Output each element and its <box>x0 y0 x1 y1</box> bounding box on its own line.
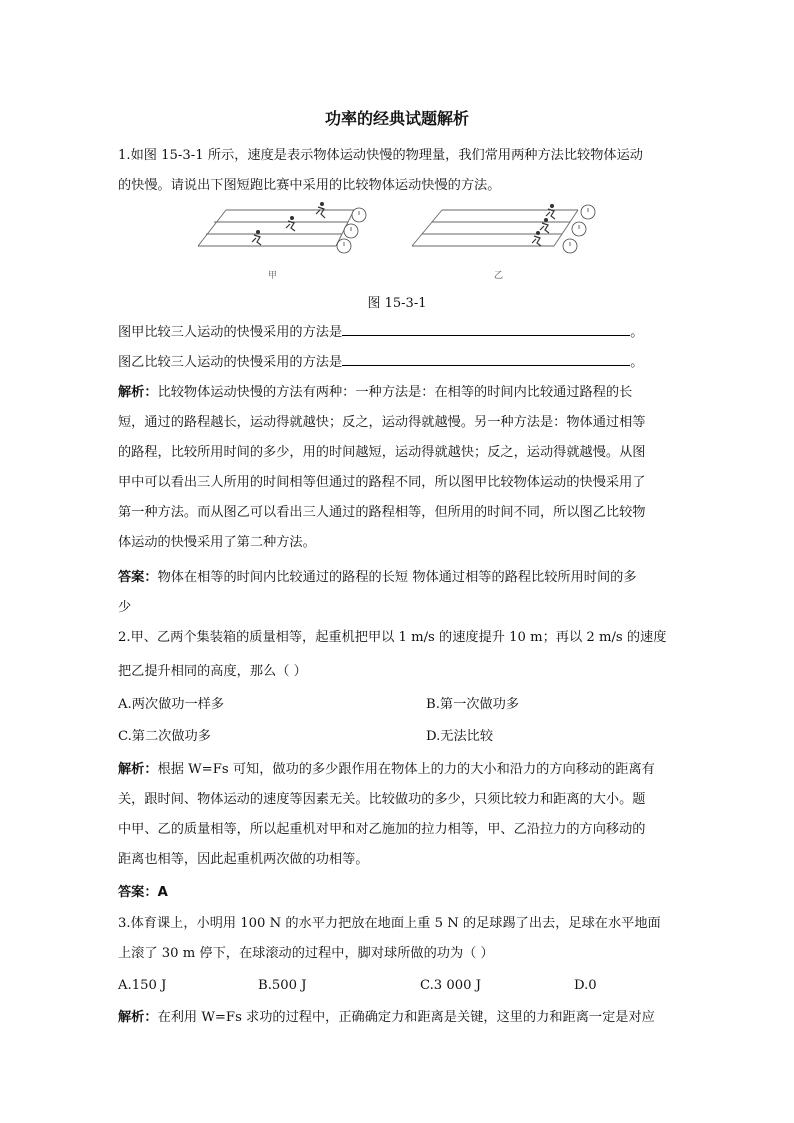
track-left <box>198 210 354 246</box>
document-title: 功率的经典试题解析 <box>324 109 469 128</box>
q2-analysis-line-1: 解析：根据 W=Fs 可知，做功的多少跟作用在物体上的力的大小和沿力的方向移动的距离有 <box>118 762 655 777</box>
q2-analysis-line-2: 关，跟时间、物体运动的速度等因素无关。比较做功的多少，只须比较力和距离的大小。题 <box>118 792 646 807</box>
runner-icon <box>252 202 325 245</box>
q1-analysis-line-3: 的路程，比较所用时间的多少，用的时间越短，运动得就越快；反之，运动得就越慢。从图 <box>118 445 646 460</box>
q3-option-b[interactable]: B.500 J <box>258 978 307 993</box>
q2-option-b[interactable]: B.第一次做功多 <box>426 697 520 712</box>
q1-race-figure <box>196 198 606 288</box>
stopwatch-icon <box>563 205 595 253</box>
answer-blank-1[interactable] <box>342 323 630 336</box>
q1-answer-line-1: 答案：物体在相等的时间内比较通过的路程的长短 物体通过相等的路程比较所用时间的多 <box>118 570 637 585</box>
q3-option-d[interactable]: D.0 <box>574 978 597 993</box>
q1-analysis-line-1: 解析：比较物体运动快慢的方法有两种：一种方法是：在相等的时间内比较通过路程的长 <box>118 385 633 400</box>
q2-analysis-line-3: 中甲、乙的质量相等，所以起重机对甲和对乙施加的拉力相等，甲、乙沿拉力的方向移动的 <box>118 822 646 837</box>
q2-stem-line-2: 把乙提升相同的高度，那么（ ） <box>118 664 307 679</box>
q1-analysis-line-5: 第一种方法。而从图乙可以看出三人通过的路程相等，但所用的时间不同，所以图乙比较物 <box>118 505 646 520</box>
q1-analysis-line-6: 体运动的快慢采用了第二种方法。 <box>118 535 316 550</box>
q2-option-d[interactable]: D.无法比较 <box>426 729 494 744</box>
period: 。 <box>630 355 644 370</box>
q1-stem-line-1: 1.如图 15-3-1 所示，速度是表示物体运动快慢的物理量，我们常用两种方法比较物体运动 <box>118 148 643 163</box>
q2-option-a[interactable]: A.两次做功一样多 <box>118 697 225 712</box>
q1-blank-1 <box>118 323 678 343</box>
q3-stem-line-2: 上滚了 30 m 停下，在球滚动的过程中，脚对球所做的功为（ ） <box>118 946 494 961</box>
analysis-label: 解析： <box>118 762 158 777</box>
track-right <box>412 210 578 246</box>
q3-option-a[interactable]: A.150 J <box>118 978 167 993</box>
q1-answer-line-2: 少 <box>118 600 132 615</box>
q3-analysis-line-1: 解析：在利用 W=Fs 求功的过程中，正确确定力和距离是关键，这里的力和距离一定是对应 <box>118 1010 655 1025</box>
fig-label-left: 甲 <box>268 271 278 281</box>
q3-stem-line-1: 3.体育课上，小明用 100 N 的水平力把放在地面上重 5 N 的足球踢了出去，足球在水平地面 <box>118 916 661 931</box>
q1-blank-2 <box>118 353 678 373</box>
q1-analysis-line-4: 甲中可以看出三人所用的时间相等但通过的路程不同，所以图甲比较物体运动的快慢采用了 <box>118 475 646 490</box>
analysis-label: 解析： <box>118 385 158 400</box>
fig-label-right: 乙 <box>494 271 504 281</box>
q1-analysis-line-2: 短，通过的路程越长，运动得就越快；反之，运动得就越慢。另一种方法是：物体通过相等 <box>118 415 646 430</box>
q2-stem-line-1: 2.甲、乙两个集装箱的质量相等，起重机把甲以 1 m/s 的速度提升 10 m；再以 2 m/s 的速度 <box>118 630 667 645</box>
period: 。 <box>630 325 644 340</box>
q2-answer: 答案：A <box>118 885 168 900</box>
q2-analysis-line-4: 距离也相等，因此起重机两次做的功相等。 <box>118 852 369 867</box>
answer-label: 答案： <box>118 885 158 900</box>
q3-option-c[interactable]: C.3 000 J <box>420 978 482 993</box>
figure-caption: 图 15-3-1 <box>367 296 427 311</box>
q2-option-c[interactable]: C.第二次做功多 <box>118 729 211 744</box>
q1-stem-line-2: 的快慢。请说出下图短跑比赛中采用的比较物体运动快慢的方法。 <box>118 178 501 193</box>
blank-1-prefix: 图甲比较三人运动的快慢采用的方法是 <box>118 325 343 340</box>
answer-blank-2[interactable] <box>342 353 630 366</box>
analysis-label: 解析： <box>118 1010 158 1025</box>
blank-2-prefix: 图乙比较三人运动的快慢采用的方法是 <box>118 355 343 370</box>
answer-label: 答案： <box>118 570 158 585</box>
